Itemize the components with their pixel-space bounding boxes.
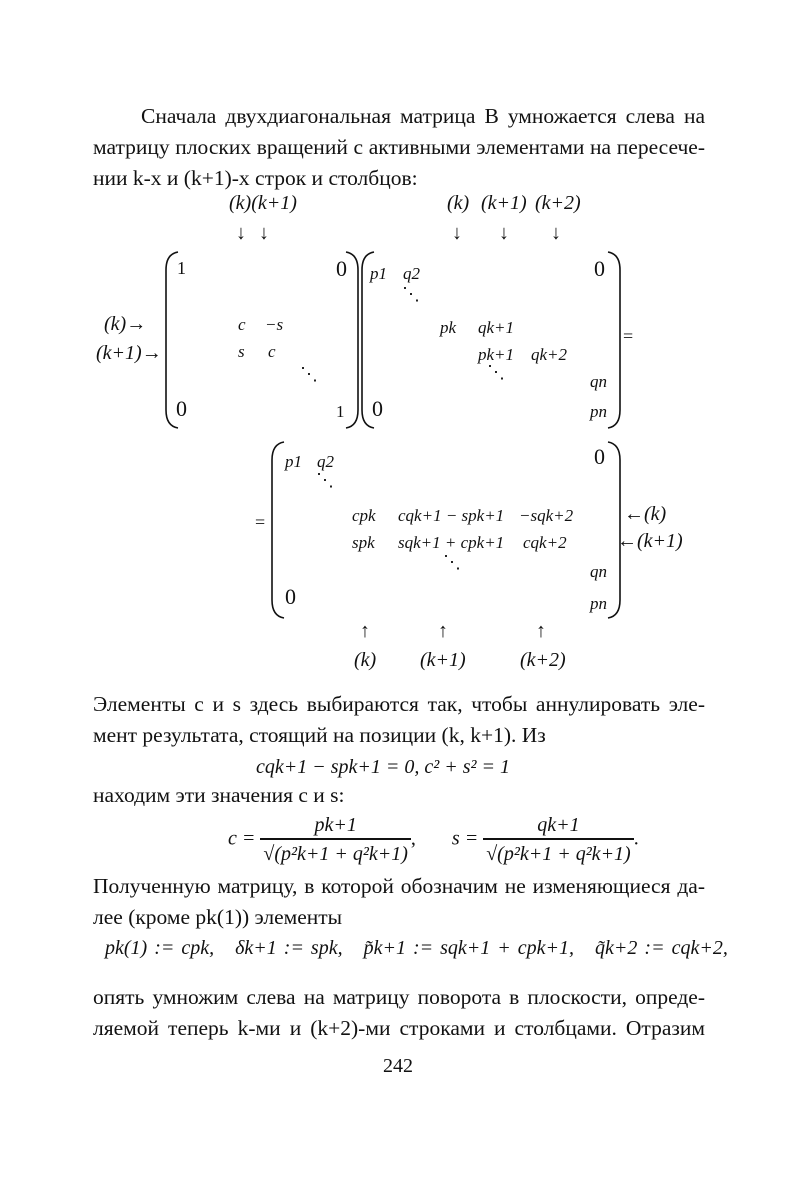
rot-col-label: (k)(k+1) — [229, 192, 297, 214]
equals-sign-2: = — [255, 512, 266, 532]
eq2-ptilde: p̃k+1 := sqk+1 + cpk+1, — [363, 937, 575, 959]
bi-entry-0-bottom: 0 — [372, 396, 383, 421]
para-4-line-1: Полученную матрицу, в которой обозначим не изменяющиеся да- — [93, 874, 705, 898]
formula-period: . — [633, 827, 639, 850]
para-4 — [93, 871, 705, 933]
rot-entry-minus-s: −s — [265, 315, 284, 334]
rot-entry-s: s — [238, 342, 245, 361]
res-up-arrow-3: ↑ — [536, 620, 546, 642]
formula-cs — [228, 812, 639, 868]
bi-col-label-k1: (k+1) — [481, 192, 527, 214]
formula-s-numerator: qk+1 — [483, 812, 634, 839]
res-entry-q2: q2 — [317, 452, 334, 471]
equals-sign-1: = — [623, 326, 634, 346]
res-bottom-label-k1: (k+1) — [420, 649, 466, 671]
para-5-line-1: опять умножим слева на матрицу поворота в плоскости, опреде- — [93, 985, 705, 1009]
res-entry-p1: p1 — [285, 452, 302, 471]
res-entry-sqk1-cpk1: sqk+1 + cpk+1 — [398, 533, 505, 552]
rot-row-label-k1: (k+1)→ — [96, 342, 162, 364]
bi-entry-0-top: 0 — [594, 256, 605, 281]
bi-entry-qn: qn — [590, 372, 607, 391]
bi-entry-pn: pn — [590, 402, 607, 421]
bi-entry-dots-2: ⋱ — [487, 362, 505, 382]
rot-entry-c: c — [238, 315, 246, 334]
intro-line-3: нии k-х и (k+1)-х строк и столбцов: — [93, 166, 418, 190]
rot-entry-c2: c — [268, 342, 276, 361]
res-entry-spk: spk — [352, 533, 375, 552]
bi-arrow-3: ↓ — [551, 222, 561, 244]
rot-entry-0-top: 0 — [336, 256, 347, 281]
res-entry-pn: pn — [590, 594, 607, 613]
formula-c-fraction — [260, 812, 411, 868]
rot-entry-1-bottom: 1 — [336, 402, 345, 421]
res-bottom-label-k2: (k+2) — [520, 649, 566, 671]
res-entry-sqk2: −sqk+2 — [519, 506, 574, 525]
eq2-delta: δk+1 := spk, — [235, 937, 343, 959]
intro-line-1: Сначала двухдиагональная матрица B умножается слева на — [141, 104, 705, 128]
res-row-label-k: ←(k) — [624, 503, 667, 525]
bi-entry-qk1: qk+1 — [478, 318, 515, 337]
para-3: находим эти значения c и s: — [93, 783, 345, 807]
para-2 — [93, 689, 705, 751]
bi-entry-q2: q2 — [403, 264, 420, 283]
formula-c-lhs: c = — [228, 827, 256, 850]
bi-entry-pk: pk — [440, 318, 457, 337]
res-up-arrow-2: ↑ — [438, 620, 448, 642]
bi-entry-dots-1: ⋱ — [402, 284, 420, 304]
eq2-qtilde: q̃k+2 := cqk+2, — [595, 937, 728, 959]
para-5-line-2: ляемой теперь k-ми и (k+2)-ми строками и столбцами. Отразим — [93, 1016, 705, 1040]
rot-col-arrows: ↓ ↓ — [236, 222, 273, 244]
bi-col-label-k: (k) — [447, 192, 470, 214]
formula-s-denominator: √(p²k+1 + q²k+1) — [483, 839, 634, 868]
equation-1: cqk+1 − spk+1 = 0, c² + s² = 1 — [256, 756, 511, 778]
formula-comma: , — [410, 827, 416, 850]
equation-2 — [105, 937, 728, 960]
bi-entry-p1: p1 — [370, 264, 387, 283]
bi-arrow-1: ↓ — [452, 222, 462, 244]
res-row-label-k1: ←(k+1) — [617, 530, 683, 552]
bi-arrow-2: ↓ — [499, 222, 509, 244]
formula-s-lhs: s = — [451, 827, 479, 850]
rot-entry-0-bottom: 0 — [176, 396, 187, 421]
res-entry-cqk2: cqk+2 — [523, 533, 567, 552]
rot-entry-dots: ⋱ — [300, 364, 318, 384]
res-entry-0-top: 0 — [594, 444, 605, 469]
res-bottom-label-k: (k) — [354, 649, 377, 671]
bi-entry-pk1: pk+1 — [478, 345, 515, 364]
intro-line-2: матрицу плоских вращений с активными элементами на пересече- — [93, 135, 705, 159]
bi-col-label-k2: (k+2) — [535, 192, 581, 214]
rot-row-label-k: (k)→ — [104, 313, 147, 335]
intro-paragraph — [93, 101, 705, 194]
res-dots-1: ⋱ — [316, 470, 334, 490]
res-up-arrow-1: ↑ — [360, 620, 370, 642]
eq2-pk1: pk(1) := cpk, — [105, 937, 215, 959]
para-2-line-1: Элементы c и s здесь выбираются так, чтобы аннулировать эле- — [93, 692, 705, 716]
para-5 — [93, 982, 705, 1044]
bi-entry-qk2: qk+2 — [531, 345, 568, 364]
para-2-line-2: мент результата, стоящий на позиции (k, k+1). Из — [93, 723, 546, 747]
formula-s-fraction — [483, 812, 634, 868]
res-entry-cqk1-spk1: cqk+1 − spk+1 — [398, 506, 505, 525]
page-number: 242 — [383, 1055, 413, 1077]
para-4-line-2: лее (кроме pk(1)) элементы — [93, 905, 343, 929]
formula-c-denominator: √(p²k+1 + q²k+1) — [260, 839, 411, 868]
res-entry-qn: qn — [590, 562, 607, 581]
formula-c-numerator: pk+1 — [260, 812, 411, 839]
res-dots-2: ⋱ — [443, 552, 461, 572]
res-entry-cpk: cpk — [352, 506, 376, 525]
rot-entry-1: 1 — [177, 258, 186, 278]
res-entry-0-bottom: 0 — [285, 584, 296, 609]
